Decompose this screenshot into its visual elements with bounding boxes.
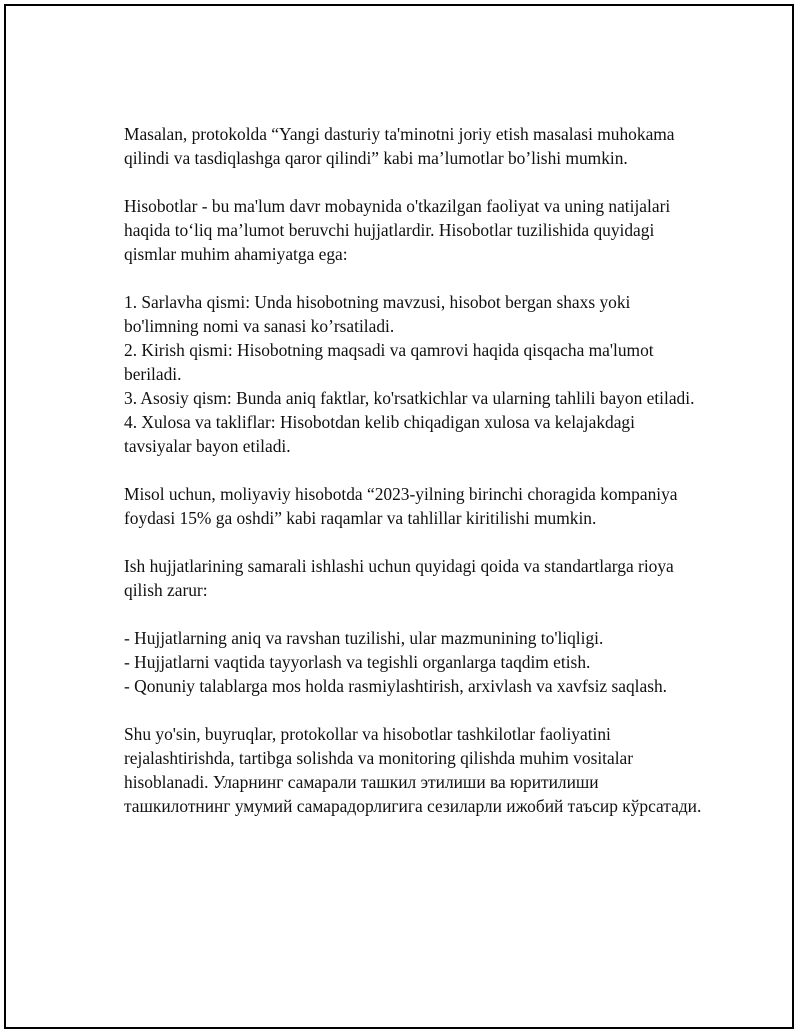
paragraph-rules-intro: Ish hujjatlarining samarali ishlashi uchun quyidagi qoida va standartlarga rioya qilish zarur: — [124, 556, 674, 600]
list-item: 1. Sarlavha qismi: Unda hisobotning mavzusi, hisobot bergan shaxs yoki bo'limning nomi va sanasi ko’rsatiladi. — [124, 292, 631, 336]
list-item: 3. Asosiy qism: Bunda aniq faktlar, ko'rsatkichlar va ularning tahlili bayon etiladi. — [124, 388, 695, 408]
page-frame — [4, 4, 794, 1029]
list-item: 4. Xulosa va takliflar: Hisobotdan kelib chiqadigan xulosa va kelajakdagi tavsiyalar bayon etiladi. — [124, 412, 635, 456]
rules-list — [124, 626, 704, 698]
list-item: - Qonuniy talablarga mos holda rasmiylashtirish, arxivlash va xavfsiz saqlash. — [124, 676, 668, 696]
list-item: - Hujjatlarning aniq va ravshan tuzilishi, ular mazmunining to'liqligi. — [124, 628, 604, 648]
list-item: 2. Kirish qismi: Hisobotning maqsadi va qamrovi haqida qisqacha ma'lumot beriladi. — [124, 340, 654, 384]
paragraph-conclusion: Shu yo'sin, buyruqlar, protokollar va hisobotlar tashkilotlar faoliyatini rejalashtirishda, tartibga solishda va monitoring qilishda muhim vositalar hisoblanadi. Уларнинг самарали ташкил этилиши ва юритилиши ташкилотнинг умумий самарадорлигига сезиларли ижобий таъсир кўрсатади. — [124, 724, 702, 816]
document-body — [124, 122, 704, 818]
paragraph-reports-definition: Hisobotlar - bu ma'lum davr mobaynida o'tkazilgan faoliyat va uning natijalari haqida to‘liq ma’lumot beruvchi hujjatlardir. Hisobotlar tuzilishida quyidagi qismlar muhim ahamiyatga ega: — [124, 196, 671, 264]
paragraph-protocol-example: Masalan, protokolda “Yangi dasturiy ta'minotni joriy etish masalasi muhokama qilindi va tasdiqlashga qaror qilindi” kabi ma’lumotlar bo’lishi mumkin. — [124, 124, 675, 168]
list-item: - Hujjatlarni vaqtida tayyorlash va tegishli organlarga taqdim etish. — [124, 652, 591, 672]
report-parts-list — [124, 290, 704, 458]
paragraph-financial-example: Misol uchun, moliyaviy hisobotda “2023-yilning birinchi choragida kompaniya foydasi 15% ga oshdi” kabi raqamlar va tahlillar kiritilishi mumkin. — [124, 484, 678, 528]
